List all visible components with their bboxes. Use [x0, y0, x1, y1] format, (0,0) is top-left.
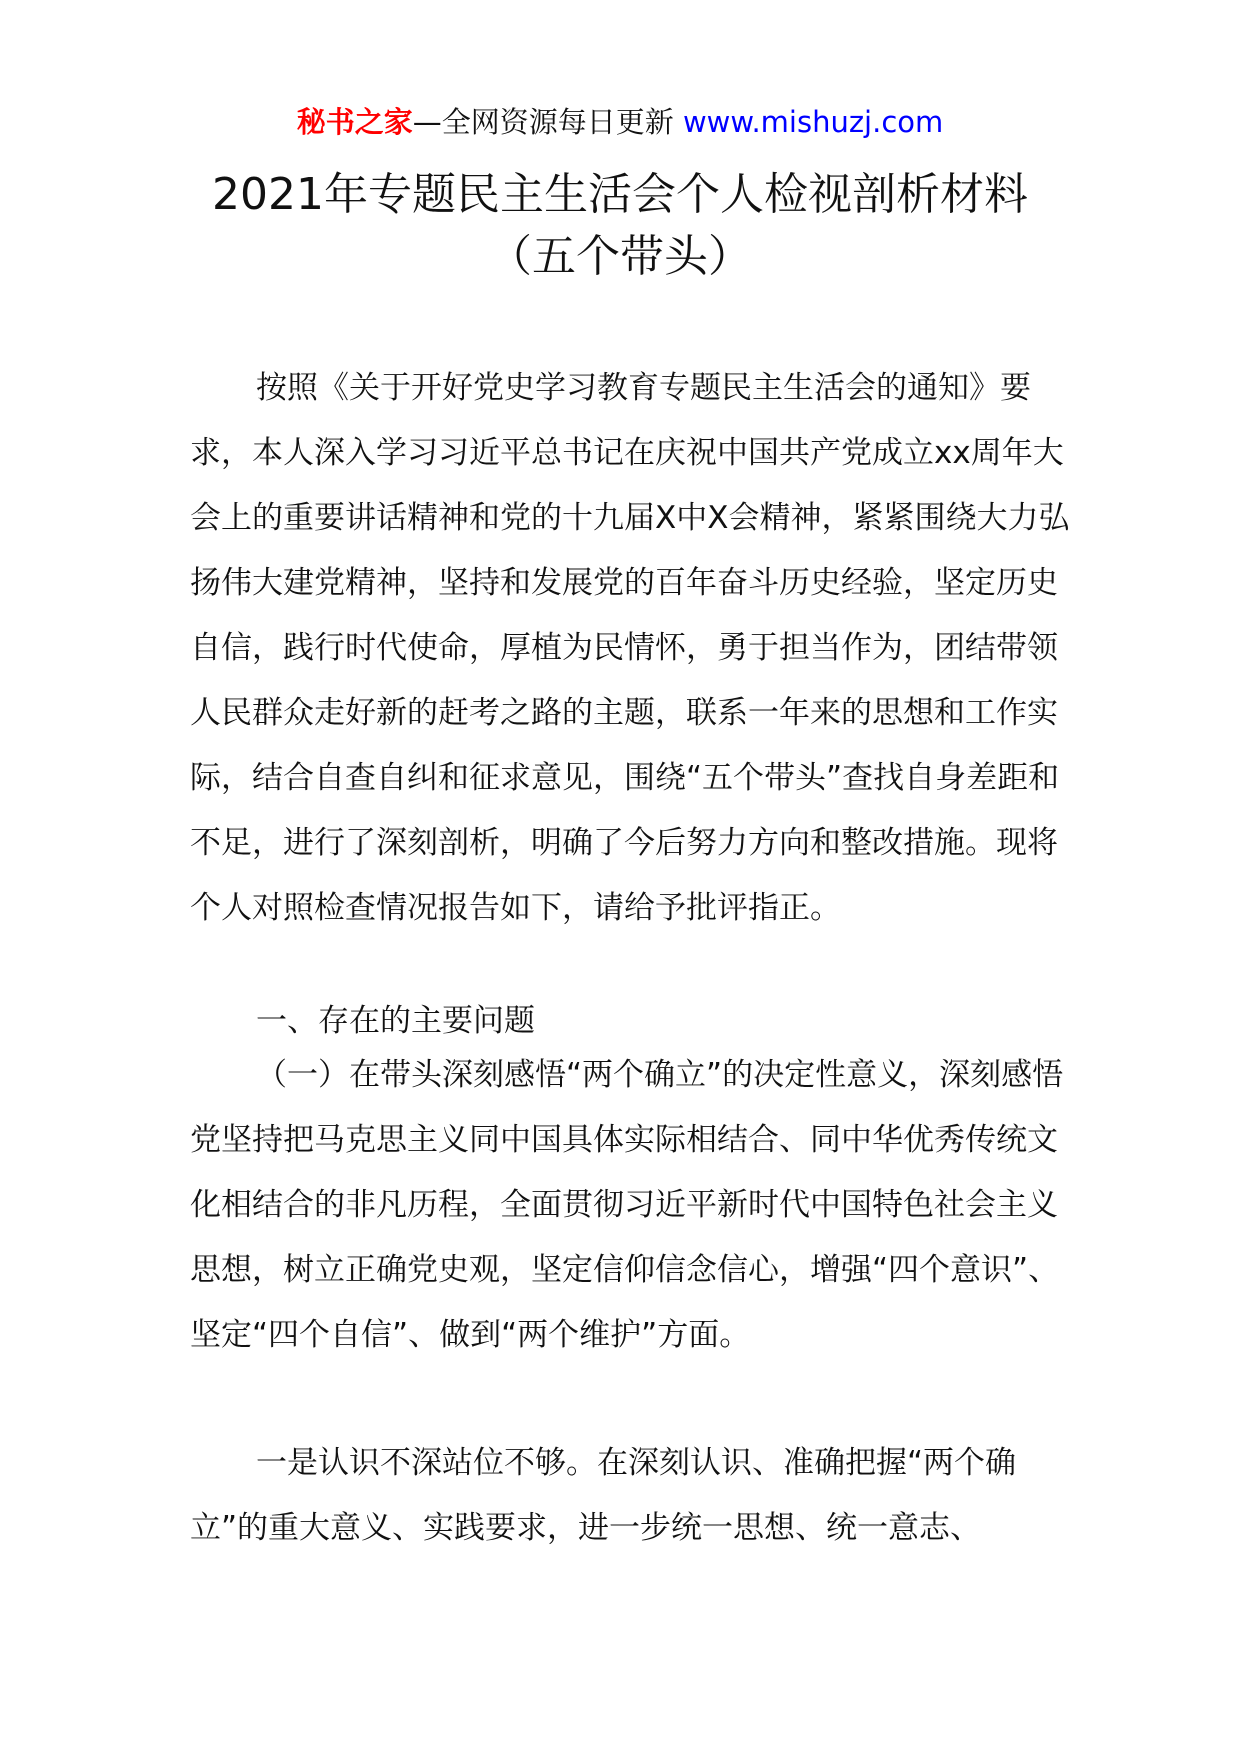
brand-name: 秘书之家	[296, 105, 413, 139]
site-slogan: —全网资源每日更新	[412, 105, 674, 139]
site-header	[0, 100, 1240, 144]
subsection-text: （一）在带头深刻感悟“两个确立”的决定性意义，深刻感悟党坚持把马克思主义同中国具体实际相结合、同中华优秀传统文化相结合的非凡历程，全面贯彻习近平新时代中国特色社会主义思想，树立正确党史观，坚定信仰信念信心，增强“四个意识”、坚定“四个自信”、做到“两个维护”方面。	[190, 1057, 1064, 1353]
point-text: 一是认识不深站位不够。在深刻认识、准确把握“两个确立”的重大意义、实践要求，进一步统一思想、统一意志、	[190, 1445, 1017, 1546]
section-heading: 一、存在的主要问题	[256, 1003, 535, 1039]
site-url[interactable]: www.mishuzj.com	[682, 105, 944, 139]
title-line-1: 2021年专题民主生活会个人检视剖析材料	[212, 169, 1028, 220]
document-title	[0, 164, 1240, 288]
intro-text: 按照《关于开好党史学习教育专题民主生活会的通知》要求，本人深入学习习近平总书记在庆祝中国共产党成立xx周年大会上的重要讲话精神和党的十九届X中X会精神，紧紧围绕大力弘扬伟大建党精神，坚持和发展党的百年奋斗历史经验，坚定历史自信，践行时代使命，厚植为民情怀，勇于担当作为，团结带领人民群众走好新的赶考之路的主题，联系一年来的思想和工作实际，结合自查自纠和征求意见，围绕“五个带头”查找自身差距和不足，进行了深刻剖析，明确了今后努力方向和整改措施。现将个人对照检查情况报告如下，请给予批评指正。	[190, 370, 1070, 926]
subsection-paragraph	[190, 1043, 1070, 1368]
intro-paragraph	[190, 356, 1070, 941]
point-paragraph	[190, 1431, 1070, 1561]
title-line-2: （五个带头）	[488, 231, 752, 282]
